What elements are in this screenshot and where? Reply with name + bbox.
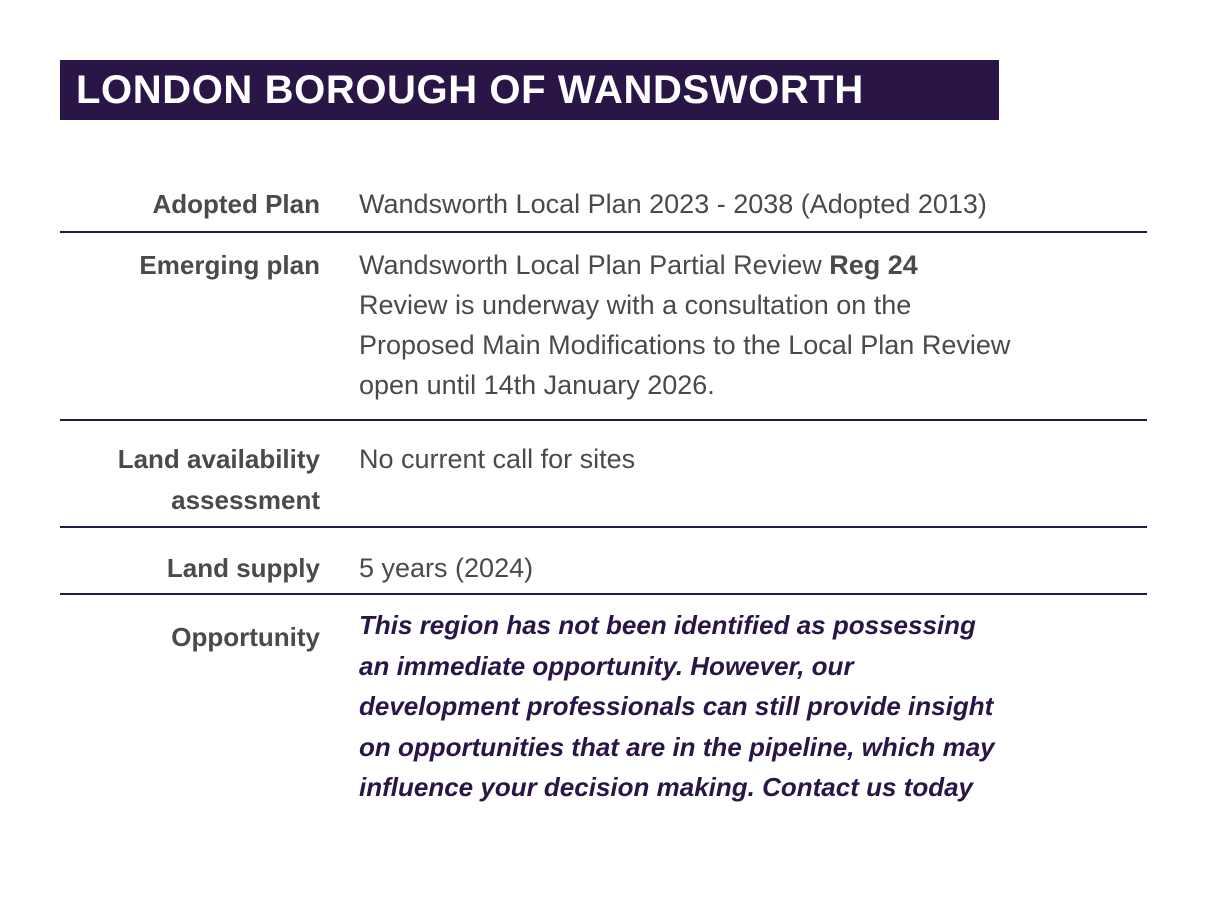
row-label: Emerging plan (139, 250, 320, 280)
row-label: Opportunity (171, 622, 320, 652)
emerging-plan-text-line: Proposed Main Modifications to the Local Plan Review (359, 330, 1011, 360)
opportunity-text (359, 605, 1147, 808)
page-title: LONDON BOROUGH OF WANDSWORTH (76, 67, 864, 112)
emerging-plan-title-line (359, 245, 1147, 285)
row-label: Land supply (166, 553, 320, 583)
opportunity-line: development professionals can still provide insight (359, 691, 994, 721)
row-value: Wandsworth Local Plan 2023 - 2038 (Adopted 2013) (359, 189, 987, 219)
emerging-plan-title: Wandsworth Local Plan Partial Review (359, 250, 830, 280)
row-label (60, 439, 320, 526)
row-land-supply (60, 528, 1147, 595)
row-opportunity (60, 595, 1147, 808)
row-land-availability (60, 421, 1147, 528)
row-label-line: assessment (171, 485, 320, 515)
row-label-line: Land availability (117, 444, 320, 474)
opportunity-line: This region has not been identified as possessing (359, 610, 976, 640)
row-emerging-plan (60, 233, 1147, 421)
emerging-plan-stage: Reg 24 (829, 250, 918, 280)
row-value: 5 years (2024) (359, 553, 534, 583)
opportunity-line: an immediate opportunity. However, our (359, 650, 854, 681)
opportunity-line: influence your decision making. Contact us today (359, 772, 973, 802)
info-table (60, 178, 1147, 808)
row-label: Adopted Plan (152, 189, 320, 219)
title-banner (60, 60, 999, 120)
emerging-plan-text-line: Review is underway with a consultation on the (359, 290, 912, 320)
opportunity-line: on opportunities that are in the pipeline, which may (359, 731, 995, 762)
emerging-plan-text-line: open until 14th January 2026. (359, 370, 715, 400)
row-value: No current call for sites (359, 444, 636, 474)
row-value (359, 245, 1147, 419)
row-adopted-plan (60, 178, 1147, 233)
